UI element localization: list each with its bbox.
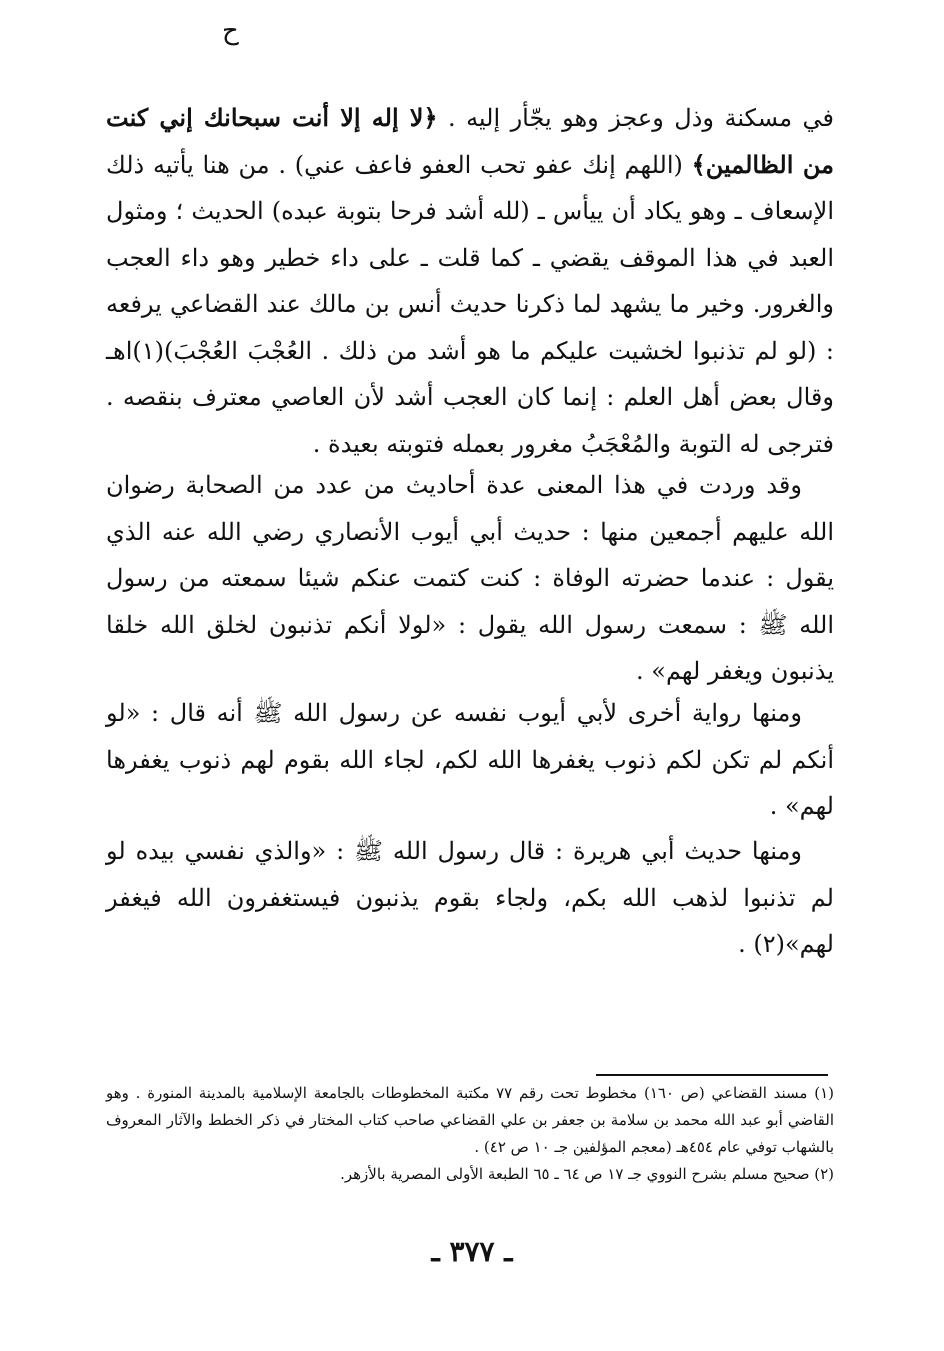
paragraph-2-text: وقد وردت في هذا المعنى عدة أحاديث من عدد من الصحابة رضوان الله عليهم أجمعين منها : حديث أبي أيوب الأنصاري رضي الله عنه الذي يقول : عندما حضرته الوفاة : كنت كتمت عنكم شيئا سمعته من رسول الله ﷺ : سمعت رسول الله يقول : «لولا أنكم تذنبون لخلق الله خلقا يذنبون ويغفر لهم» . <box>106 471 834 685</box>
paragraph-4 <box>106 828 834 968</box>
quran-verse: ﴿لا إله إلا أنت سبحانك إني كنت من الظالمين﴾ <box>106 103 834 179</box>
paragraph-4-text: ومنها حديث أبي هريرة : قال رسول الله ﷺ : «والذي نفسي بيده لو لم تذنبوا لذهب الله بكم، ولجاء بقوم يذنبون فيستغفرون الله فيغفر لهم»(٢) . <box>106 837 834 958</box>
paragraph-3 <box>106 690 834 830</box>
paragraph-3-text: ومنها رواية أخرى لأبي أيوب نفسه عن رسول الله ﷺ أنه قال : «لو أنكم لم تكن لكم ذنوب يغفرها الله لكم، لجاء الله بقوم لهم ذنوب يغفرها لهم» . <box>106 699 834 820</box>
paragraph-1-text-a: في مسكنة وذل وعجز وهو يجّأر إليه . <box>437 104 834 132</box>
paragraph-1 <box>106 95 834 467</box>
paragraph-1-text-c: (اللهم إنك عفو تحب العفو فاعف عني) . من هنا يأتيه ذلك الإسعاف ـ وهو يكاد أن ييأس ـ (لله أشد فرحا بتوبة عبده) الحديث ؛ ومثول العبد في هذا الموقف يقضي ـ كما قلت ـ على داء خطير وهو داء العجب والغرور. وخير ما يشهد لما ذكرنا حديث أنس بن مالك عند القضاعي يرفعه : (لو لم تذنبوا لخشيت عليكم ما هو أشد من ذلك . العُجْبَ العُجْبَ)(١)اهـ وقال بعض أهل العلم : إنما كان العجب أشد لأن العاصي معترف بنقصه . فترجى له التوبة والمُعْجَبُ مغرور بعمله فتوبته بعيدة . <box>106 150 834 458</box>
footnote-2: (٢) صحيح مسلم بشرح النووي جـ ١٧ ص ٦٤ ـ ٦٥ الطبعة الأولى المصرية بالأزهر. <box>340 1165 834 1183</box>
footnotes <box>106 1080 834 1188</box>
page-number: ـ ٣٧٧ ـ <box>431 1235 513 1268</box>
footnote-divider <box>596 1074 828 1076</box>
paragraph-2 <box>106 462 834 695</box>
footnote-1: (١) مسند القضاعي (ص ١٦٠) مخطوط تحت رقم ٧٧ مكتبة المخطوطات بالجامعة الإسلامية بالمدينة المنورة . وهو القاضي أبو عبد الله محمد بن سلامة بن جعفر بن علي القضاعي صاحب كتاب المختار في ذكر الخطط والآثار المعروف بالشهاب توفي عام ٤٥٤هـ (معجم المؤلفين جـ ١٠ ص ٤٢) . <box>106 1084 834 1156</box>
corner-mark: ح <box>222 16 239 46</box>
